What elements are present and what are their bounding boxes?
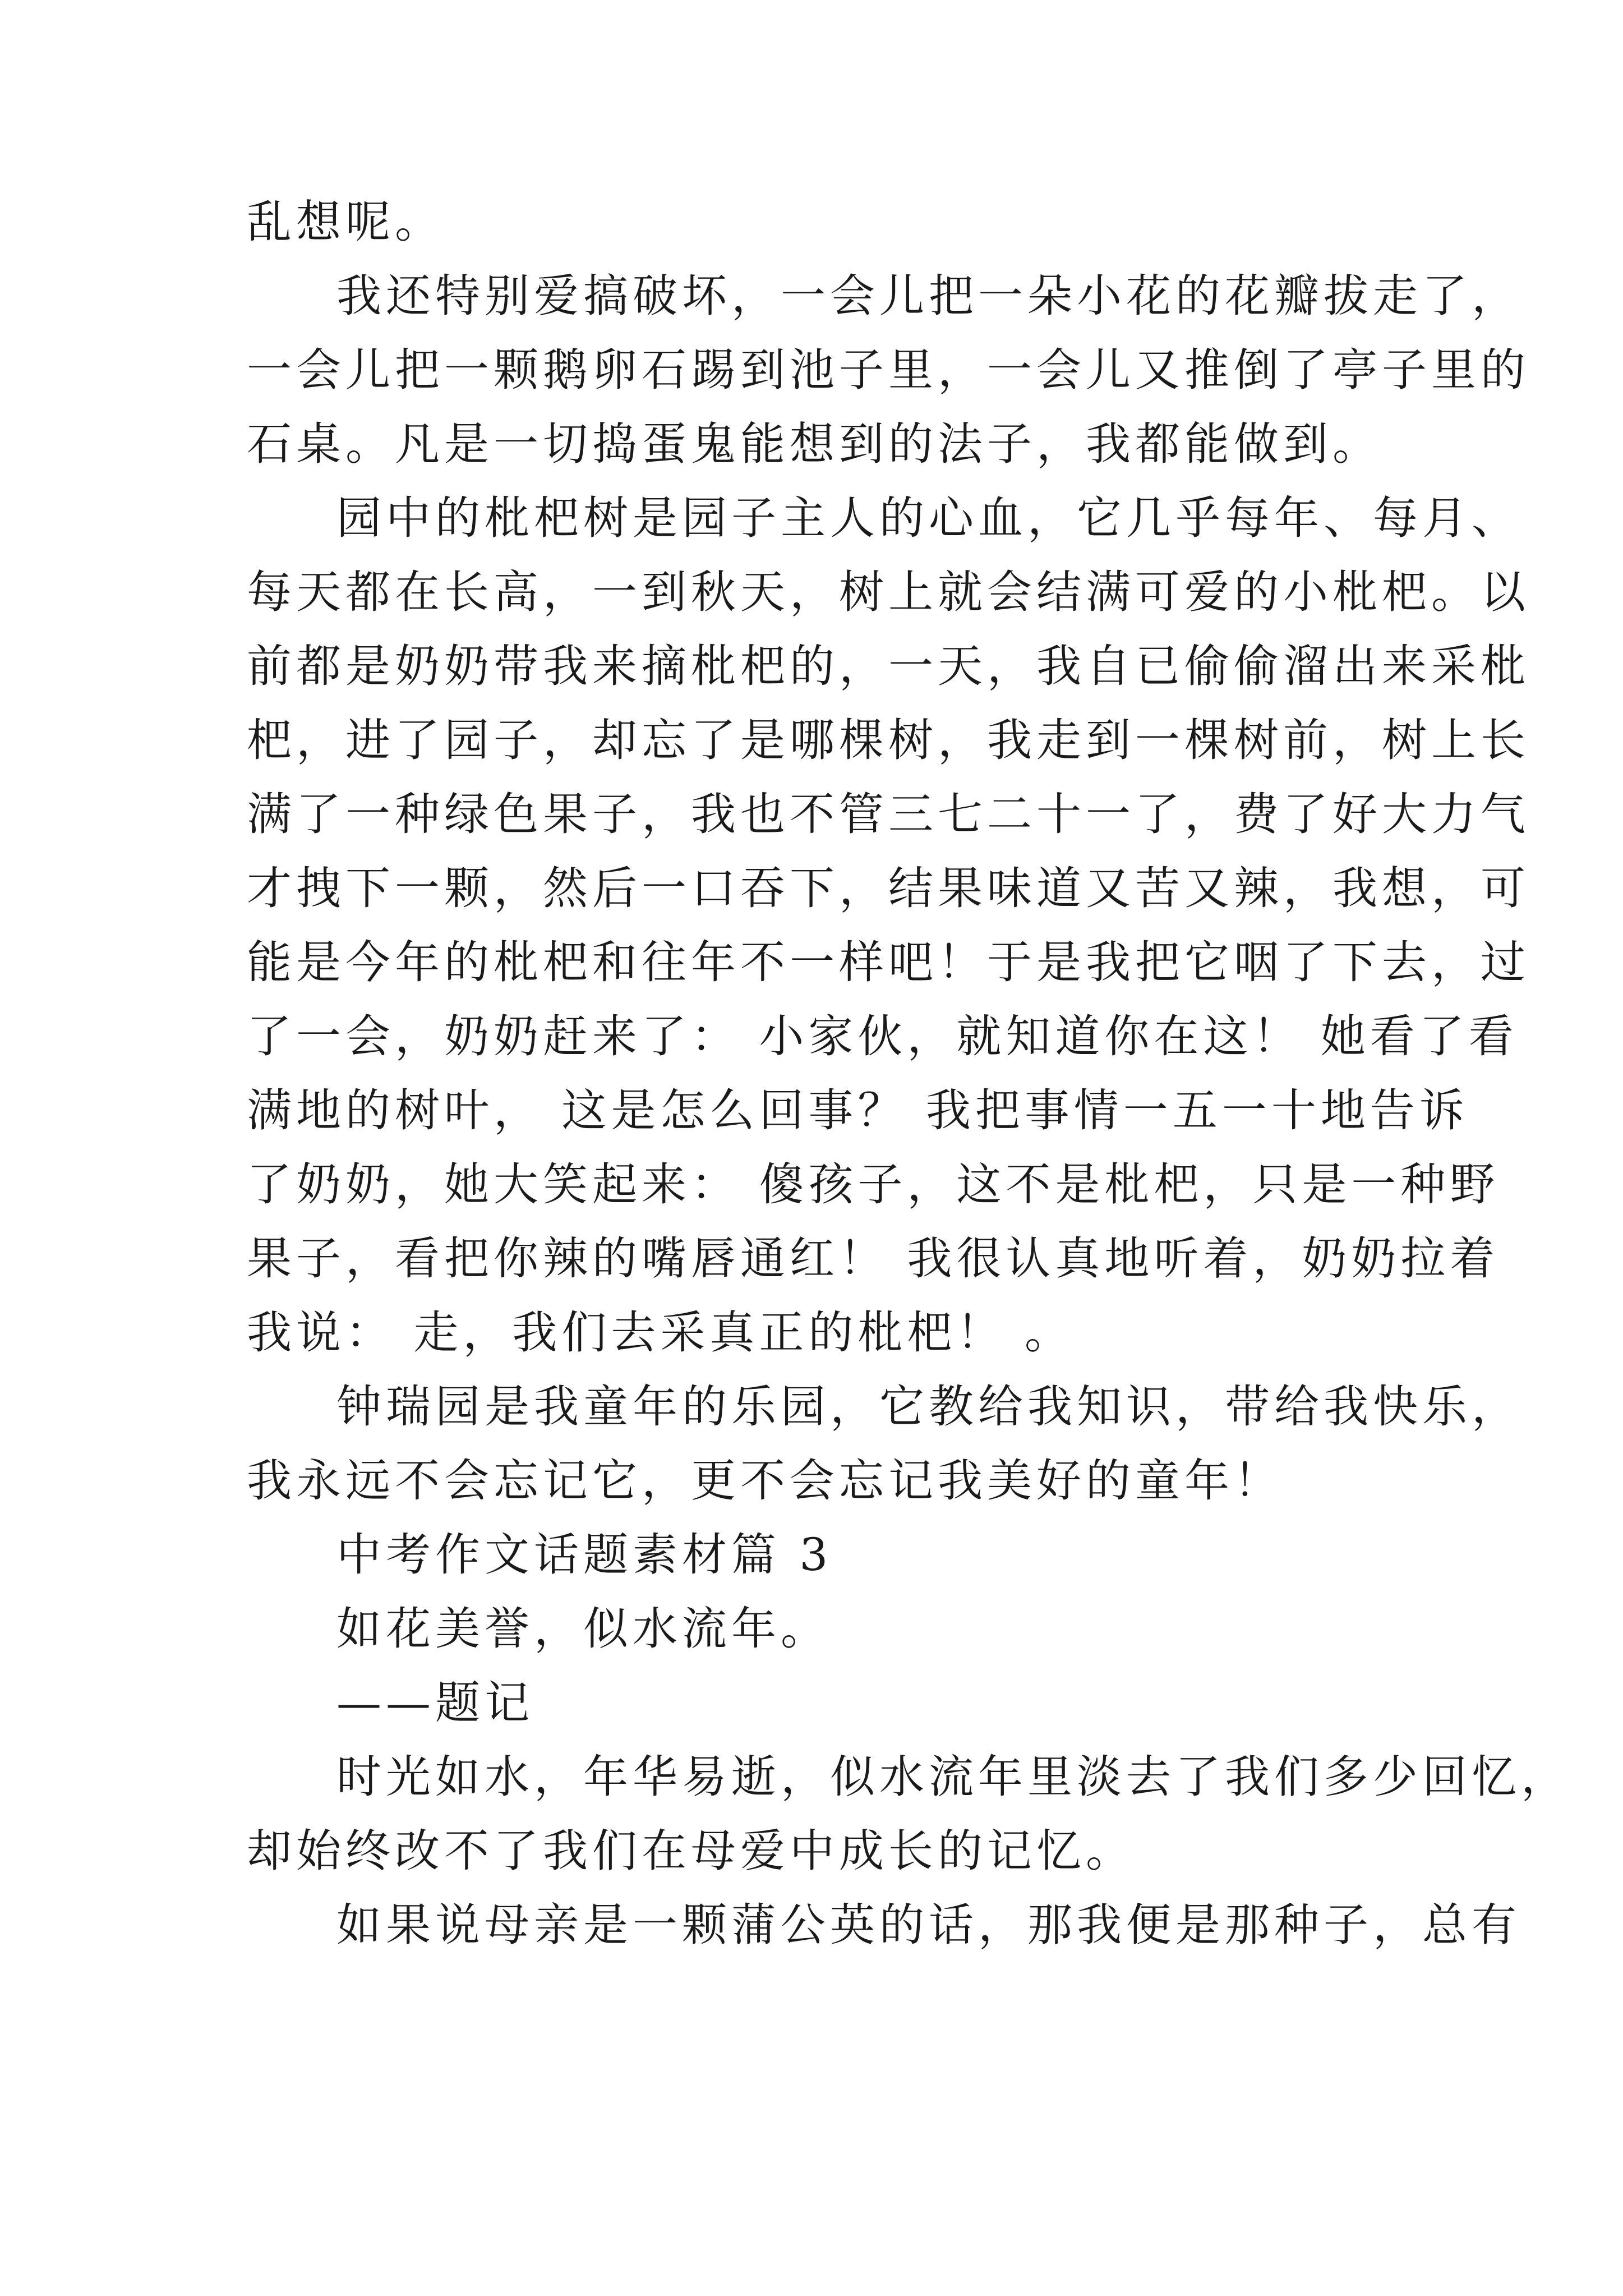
text-line: 每天都在长高，一到秋天，树上就会结满可爱的小枇杷。以	[247, 566, 1530, 618]
text-line: 如花美誉，似水流年。	[336, 1603, 830, 1655]
text-line: 乱想呢。	[247, 196, 444, 248]
text-line: 却始终改不了我们在母爱中成长的记忆。	[247, 1825, 1135, 1877]
paragraph	[247, 1666, 1413, 1740]
paragraph	[247, 1518, 1413, 1592]
text-line: 满地的树叶， 这是怎么回事？ 我把事情一五一十地告诉	[247, 1084, 1469, 1137]
paragraph	[247, 1740, 1570, 1888]
text-line: 前都是奶奶带我来摘枇杷的，一天，我自已偷偷溜出来采枇	[247, 640, 1530, 692]
text-line: 果子，看把你辣的嘴唇通红！ 我很认真地听着，奶奶拉着	[247, 1232, 1500, 1285]
text-line: 了一会，奶奶赶来了： 小家伙，就知道你在这！ 她看了看	[247, 1010, 1518, 1062]
text-line: 如果说母亲是一颗蒲公英的话，那我便是那种子，总有	[336, 1899, 1521, 1951]
text-line: 能是今年的枇杷和往年不一样吧！于是我把它咽了下去，过	[247, 936, 1530, 988]
text-line: 钟瑞园是我童年的乐园，它教给我知识，带给我快乐，	[336, 1381, 1521, 1433]
text-line: 中考作文话题素材篇 3	[336, 1529, 833, 1581]
paragraph	[247, 1888, 1521, 1962]
text-line: 了奶奶，她大笑起来： 傻孩子，这不是枇杷，只是一种野	[247, 1158, 1500, 1211]
paragraph	[247, 1592, 1413, 1666]
paragraph	[247, 259, 1530, 481]
text-line: 时光如水，年华易逝，似水流年里淡去了我们多少回忆，	[336, 1751, 1570, 1803]
text-line: ——题记	[336, 1677, 534, 1729]
text-line: 一会儿把一颗鹅卵石踢到池子里，一会儿又推倒了亭子里的	[247, 344, 1530, 396]
text-line: 才拽下一颗，然后一口吞下，结果味道又苦又辣，我想，可	[247, 862, 1530, 914]
text-line: 我还特别爱搞破坏，一会儿把一朵小花的花瓣拔走了，	[336, 270, 1521, 322]
text-line: 满了一种绿色果子，我也不管三七二十一了，费了好大力气	[247, 788, 1530, 840]
paragraph	[247, 481, 1530, 1370]
document-body	[247, 185, 1570, 1962]
text-line: 园中的枇杷树是园子主人的心血，它几乎每年、每月、	[336, 492, 1521, 544]
text-line: 杷，进了园子，却忘了是哪棵树，我走到一棵树前，树上长	[247, 714, 1530, 766]
paragraph	[247, 185, 1413, 259]
paragraph	[247, 1370, 1521, 1518]
text-line: 我永远不会忘记它，更不会忘记我美好的童年！	[247, 1455, 1283, 1507]
text-line: 石桌。凡是一切捣蛋鬼能想到的法子，我都能做到。	[247, 418, 1382, 470]
text-line: 我说： 走，我们去采真正的枇杷！ 。	[247, 1306, 1074, 1359]
